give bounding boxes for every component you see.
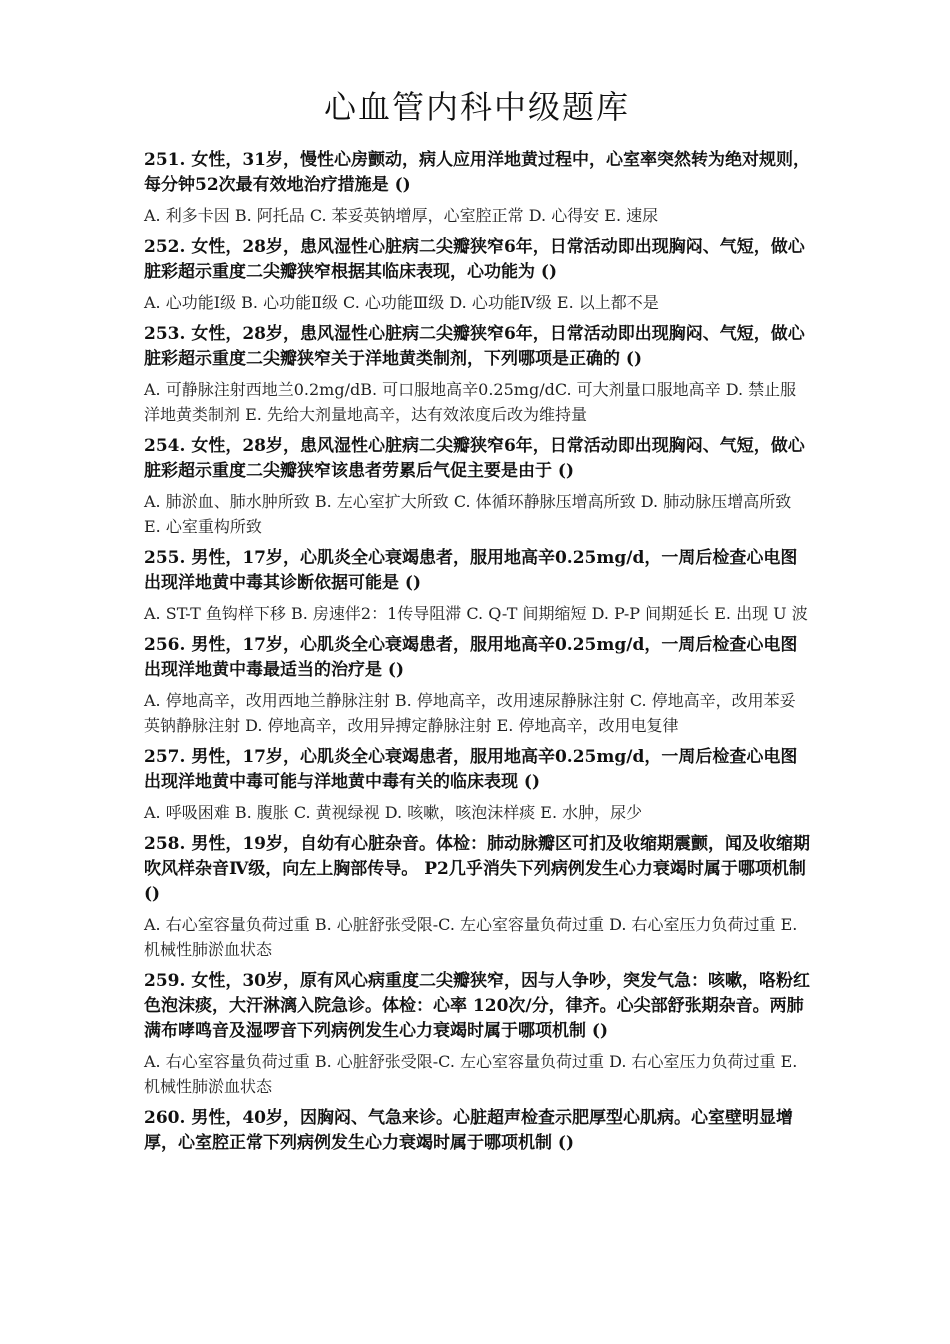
question-options: A. 右心室容量负荷过重 B. 心脏舒张受限-C. 左心室容量负荷过重 D. 右心室压力负荷过重 E. 机械性肺淤血状态 — [144, 915, 798, 959]
question-253 — [144, 322, 810, 427]
question-stem: 257. 男性，17岁，心肌炎全心衰竭患者，服用地高辛0.25mg/d，一周后检查心电图出现洋地黄中毒可能与洋地黄中毒有关的临床表现 () — [144, 747, 798, 792]
question-254 — [144, 434, 810, 539]
question-options: A. 利多卡因 B. 阿托品 C. 苯妥英钠增厚，心室腔正常 D. 心得安 E. 速尿 — [144, 206, 659, 225]
question-stem: 256. 男性，17岁，心肌炎全心衰竭患者，服用地高辛0.25mg/d，一周后检查心电图出现洋地黄中毒最适当的治疗是 () — [144, 635, 798, 680]
question-options: A. 可静脉注射西地兰0.2mg/dB. 可口服地高辛0.25mg/dC. 可大剂量口服地高辛 D. 禁止服洋地黄类制剂 E. 先给大剂量地高辛，达有效浓度后改为维持量 — [144, 380, 797, 424]
question-options: A. 心功能Ⅰ级 B. 心功能Ⅱ级 C. 心功能Ⅲ级 D. 心功能Ⅳ级 E. 以上都不是 — [144, 293, 659, 312]
question-256 — [144, 633, 810, 738]
question-options: A. 右心室容量负荷过重 B. 心脏舒张受限-C. 左心室容量负荷过重 D. 右心室压力负荷过重 E. 机械性肺淤血状态 — [144, 1052, 798, 1096]
question-stem: 260. 男性，40岁，因胸闷、气急来诊。心脏超声检查示肥厚型心肌病。心室壁明显增厚，心室腔正常下列病例发生心力衰竭时属于哪项机制 () — [144, 1108, 793, 1153]
question-options: A. 呼吸困难 B. 腹胀 C. 黄视绿视 D. 咳嗽，咳泡沫样痰 E. 水肿，尿少 — [144, 803, 643, 822]
question-stem: 251. 女性，31岁，慢性心房颤动，病人应用洋地黄过程中，心室率突然转为绝对规则，每分钟52次最有效地治疗措施是 () — [144, 150, 810, 195]
question-259 — [144, 969, 810, 1099]
document-title: 心血管内科中级题库 — [323, 88, 630, 126]
question-stem: 255. 男性，17岁，心肌炎全心衰竭患者，服用地高辛0.25mg/d，一周后检查心电图出现洋地黄中毒其诊断依据可能是 () — [144, 548, 798, 593]
question-options: A. ST-T 鱼钩样下移 B. 房速伴2：1传导阻滞 C. Q-T 间期缩短 D. P-P 间期延长 E. 出现 U 波 — [144, 604, 808, 623]
question-stem: 252. 女性，28岁，患风湿性心脏病二尖瓣狭窄6年，日常活动即出现胸闷、气短，做心脏彩超示重度二尖瓣狭窄根据其临床表现，心功能为 () — [144, 237, 805, 282]
question-260 — [144, 1106, 810, 1156]
question-options: A. 肺淤血、肺水肿所致 B. 左心室扩大所致 C. 体循环静脉压增高所致 D. 肺动脉压增高所致 E. 心室重构所致 — [144, 492, 792, 536]
question-stem: 254. 女性，28岁，患风湿性心脏病二尖瓣狭窄6年，日常活动即出现胸闷、气短，做心脏彩超示重度二尖瓣狭窄该患者劳累后气促主要是由于 () — [144, 436, 805, 481]
question-options: A. 停地高辛，改用西地兰静脉注射 B. 停地高辛，改用速尿静脉注射 C. 停地高辛，改用苯妥英钠静脉注射 D. 停地高辛，改用异搏定静脉注射 E. 停地高辛，改用电复律 — [144, 691, 796, 735]
question-252 — [144, 235, 810, 315]
question-258 — [144, 832, 810, 962]
question-255 — [144, 546, 810, 626]
question-stem: 258. 男性，19岁，自幼有心脏杂音。体检：肺动脉瓣区可扪及收缩期震颤，闻及收缩期吹风样杂音Ⅳ级，向左上胸部传导。 P2几乎消失下列病例发生心力衰竭时属于哪项机制 () — [144, 834, 810, 904]
document-page — [144, 84, 810, 1156]
question-stem: 259. 女性，30岁，原有风心病重度二尖瓣狭窄，因与人争吵，突发气急：咳嗽，咯粉红色泡沫痰，大汗淋漓入院急诊。体检：心率 120次/分，律齐。心尖部舒张期杂音。两肺满布哮鸣音及湿啰音下列病例发生心力衰竭时属于哪项机制 () — [144, 971, 810, 1041]
question-251 — [144, 148, 810, 228]
question-stem: 253. 女性，28岁，患风湿性心脏病二尖瓣狭窄6年，日常活动即出现胸闷、气短，做心脏彩超示重度二尖瓣狭窄关于洋地黄类制剂，下列哪项是正确的 () — [144, 324, 805, 369]
question-257 — [144, 745, 810, 825]
